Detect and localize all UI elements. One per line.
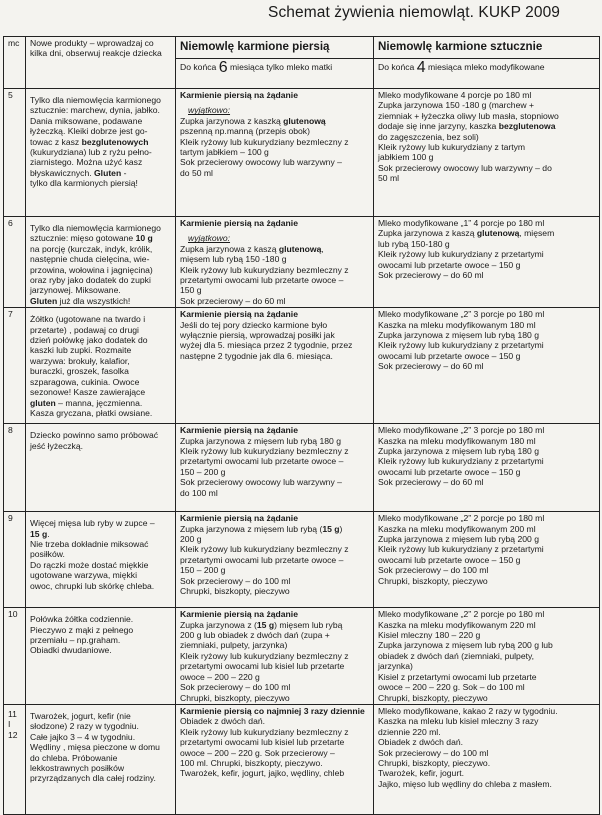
text-line: dodaje się inne jarzyny, kaszka bezglutenowa: [378, 121, 556, 132]
page-title: Schemat żywienia niemowląt. KUKP 2009: [268, 4, 561, 21]
text-line: Jeśli do tej pory dziecko karmione było: [180, 319, 328, 330]
text-line: dziennie 220 ml.: [378, 726, 441, 737]
breastfed-cell: [176, 704, 374, 814]
text-line: owoce – 200 – 220 g. Sok – do 100 ml: [378, 682, 525, 693]
formula-sub-before: Do końca: [378, 62, 415, 72]
month-cell: 9: [4, 512, 26, 608]
text-line: Kleik ryżowy lub kukurydziany z przetartymi: [378, 340, 544, 351]
new-products-cell: [26, 308, 176, 424]
text-line: Wędliny , mięsa pieczone w domu: [30, 742, 160, 753]
text-line: jarzynka): [378, 661, 413, 672]
text-line: Kleik ryżowy lub kukurydziany bezmleczny z: [180, 136, 349, 147]
text-line: Mleko modyfikowane „2” 3 porcje po 180 ml: [378, 425, 545, 436]
month-number: 12: [8, 729, 18, 740]
text-line: do zagęszczenia, bez soli): [378, 131, 479, 142]
text-line: Kleik ryżowy lub kukurydziany bezmleczny z: [180, 726, 349, 737]
month-cell: 10: [4, 608, 26, 705]
text-line: warzywa: brokuły, kalafior,: [30, 355, 130, 366]
table-row: [4, 424, 600, 512]
text-line: Kleik ryżowy lub kukurydziany bezmleczny z: [180, 650, 349, 661]
table-row: [4, 308, 600, 424]
breastfeeding-on-demand-title: Karmienie piersią na żądanie: [180, 218, 298, 228]
text-line: Nie trzeba dokładnie miksować: [30, 539, 149, 550]
text-line: przowina, wołowina i jagnięcina): [30, 264, 153, 275]
text-line: ugotowane warzywa, miękki: [30, 570, 137, 581]
new-products-cell: [26, 608, 176, 705]
breastfed-cell: [176, 424, 374, 512]
formula-fed-cell: [374, 424, 600, 512]
breastfed-cell: [176, 217, 374, 308]
text-line: mięsem lub rybą 150 -180 g: [180, 254, 287, 265]
text-line: Kaszka na mleku modyfikowanym 180 ml: [378, 435, 536, 446]
text-line: przetartymi owocami lub przetarte owoce –: [180, 275, 344, 286]
text-line: do 100 ml: [180, 487, 218, 498]
text-line: Kleik ryżowy lub kukurydziany z tartym: [378, 142, 526, 153]
breastfeeding-on-demand-title: Karmienie piersią na żądanie: [180, 90, 298, 100]
month-number: 11: [8, 708, 17, 719]
month-cell: 7: [4, 308, 26, 424]
text-line: Zupka jarzynowa z kaszką glutenową: [180, 115, 326, 126]
text-line: 150 – 200 g: [180, 565, 226, 576]
formula-sub-months: 4: [416, 59, 426, 76]
text-line: Kasza gryczana, płatki owsiane.: [30, 407, 153, 418]
text-line: następnie chuda cielęcina, wie-: [30, 254, 150, 265]
formula-fed-cell: [374, 512, 600, 608]
text-line: przetartymi owocami lub przetarte owoce –: [180, 456, 344, 467]
text-line: przetartymi owocami lub kisiel lub przetarte: [180, 737, 345, 748]
text-line: owoc, chrupki lub skórkę chleba.: [30, 580, 155, 591]
text-line: na porcję (kurczak, indyk, królik,: [30, 243, 153, 254]
text-line: słodzone) 2 razy w tygodniu.: [30, 721, 139, 732]
text-line: Sok przecierowy owocowy lub warzywny –: [180, 157, 342, 168]
breastfed-sub-after: miesiąca tylko mleko matki: [230, 62, 333, 72]
text-line: do 50 ml: [180, 167, 213, 178]
text-line: Obiadek z dwóch dań.: [180, 716, 266, 727]
table-row: [4, 704, 600, 814]
text-line: Mleko modyfikowane, kakao 2 razy w tygodniu.: [378, 705, 558, 716]
text-line: Do rączki może dostać miękkie: [30, 559, 149, 570]
text-line: Mleko modyfikowane „2” 2 porcje po 180 ml: [378, 513, 545, 524]
text-line: Chrupki, biszkopty, pieczywo: [378, 575, 488, 586]
text-line: sztucznie: mięso gotowane 10 g: [30, 233, 153, 244]
text-line: owocami lub przetarte owoce – 150 g: [378, 466, 521, 477]
text-line: Zupka jarzynowa 150 -180 g (marchew +: [378, 100, 534, 111]
exception-note: wyjątkowo:: [188, 105, 231, 116]
text-line: Chrupki, biszkopty, pieczywo: [180, 692, 290, 703]
month-separator: I: [8, 719, 11, 730]
new-products-header: Nowe produkty – wprowadzaj co kilka dni, obserwuj reakcje dziecka: [26, 37, 176, 89]
formula-fed-cell: [374, 308, 600, 424]
new-products-cell: [26, 424, 176, 512]
text-line: Sok przecierowy – do 60 ml: [378, 361, 484, 372]
text-line: Kleik ryżowy lub kukurydziany z przetartymi: [378, 544, 544, 555]
formula-fed-cell: [374, 89, 600, 217]
text-line: Więcej mięsa lub ryby w zupce –: [30, 518, 155, 529]
text-line: owocami lub przetarte owoce – 150 g: [378, 350, 521, 361]
text-line: Tylko dla niemowlęcia karmionego: [30, 223, 161, 233]
text-line: owocami lub przetarte owoce – 150 g: [378, 259, 521, 270]
month-header: mc: [4, 37, 26, 89]
text-line: Kleik ryżowy lub kukurydziany bezmleczny z: [180, 446, 349, 457]
text-line: owoce – 200 – 220 g: [180, 671, 260, 682]
text-line: jabłkiem 100 g: [378, 152, 434, 163]
text-line: Sok przecierowy – do 60 ml: [180, 295, 286, 306]
text-line: gluten – manna, jęczmienna.: [30, 397, 143, 408]
text-line: dzień połówkę jako dodatek do: [30, 335, 148, 346]
text-line: łyżeczką. Kleiki dobrze jest go-: [30, 126, 148, 137]
text-line: Twarożek, kefir, jogurt, jajko, wędliny, chleb: [180, 768, 345, 779]
text-line: Mleko modyfikowane „1” 4 porcje po 180 ml: [378, 218, 545, 228]
text-line: 200 g lub obiadek z dwóch dań (zupa +: [180, 630, 330, 641]
breastfed-cell: [176, 89, 374, 217]
text-line: Żółtko (ugotowane na twardo i: [30, 314, 146, 325]
text-line: Kaszka na mleku modyfikowanym 200 ml: [378, 523, 536, 534]
text-line: obiadek z dwóch dań (ziemniaki, pulpety,: [378, 650, 535, 661]
text-line: Sok przecierowy – do 100 ml: [378, 565, 489, 576]
text-line: Chrupki, biszkopty, pieczywo: [180, 586, 290, 597]
text-line: lekkostrawnych posiłków: [30, 762, 125, 773]
text-line: Sok przecierowy – do 60 ml: [378, 270, 484, 281]
text-line: Kaszka na mleku modyfikowanym 220 ml: [378, 619, 536, 630]
month-cell: [4, 704, 26, 814]
text-line: błyskawicznych. Gluten -: [30, 167, 127, 178]
text-line: Całe jajko 3 – 4 w tygodniu.: [30, 731, 136, 742]
text-line: Zupka jarzynowa z mięsem lub rybą 180 g: [378, 330, 539, 341]
text-line: Zupka jarzynowa z mięsem lub rybą 200 g lub: [378, 640, 553, 651]
text-line: 15 g.: [30, 528, 50, 539]
table-row: [4, 217, 600, 308]
text-line: buraczki, groszek, fasolka: [30, 366, 129, 377]
text-line: Sok przecierowy owocowy lub warzywny – do: [378, 162, 552, 173]
breastfeeding-on-demand-title: Karmienie piersią na żądanie: [180, 609, 298, 620]
formula-fed-cell: [374, 217, 600, 308]
text-line: 200 g: [180, 534, 202, 545]
text-line: Mleko modyfikowane „2” 2 porcje po 180 ml: [378, 609, 545, 620]
formula-header: [374, 37, 600, 89]
text-line: Kleik ryżowy lub kukurydziany bezmleczny z: [180, 544, 349, 555]
text-line: Zupka jarzynowa z (15 g) mięsem lub rybą: [180, 619, 343, 630]
text-line: Kaszka na mleku lub kisiel mleczny 3 razy: [378, 716, 539, 727]
text-line: przetarte) , podawaj co drugi: [30, 324, 139, 335]
breastfed-cell: [176, 308, 374, 424]
text-line: Tylko dla niemowlęcia karmionego: [30, 95, 161, 105]
formula-fed-cell: [374, 608, 600, 705]
text-line: 150 g: [180, 285, 202, 296]
text-line: lub rybą 150-180 g: [378, 238, 450, 249]
breastfed-sub-months: 6: [218, 59, 228, 76]
text-line: Sok przecierowy – do 100 ml: [180, 575, 291, 586]
text-line: 100 ml. Chrupki, biszkopty, pieczywo.: [180, 757, 323, 768]
breastfeeding-on-demand-title: Karmienie piersią na żądanie: [180, 513, 298, 524]
text-line: wyłącznie piersią, wprowadzaj posiłki jak: [180, 330, 335, 341]
formula-header-title: Niemowlę karmione sztucznie: [374, 37, 599, 59]
month-cell: 6: [4, 217, 26, 308]
text-line: przetartymi owocami lub kisiel lub przetarte: [180, 661, 345, 672]
text-line: Dziecko powinno samo próbować: [30, 430, 159, 441]
text-line: Gluten już dla wszystkich!: [30, 295, 131, 306]
table-row: [4, 512, 600, 608]
new-products-cell: [26, 512, 176, 608]
text-line: Mleko modyfikowane „2” 3 porcje po 180 ml: [378, 309, 545, 320]
breastfeeding-on-demand-title: Karmienie piersią co najmniej 3 razy dziennie: [180, 705, 365, 716]
breastfed-header: [176, 37, 374, 89]
breastfed-cell: [176, 608, 374, 705]
formula-sub-after: miesiąca mleko modyfikowane: [428, 62, 545, 72]
formula-header-subtitle: [378, 59, 595, 76]
text-line: tartym jabłkiem – 100 g: [180, 147, 269, 158]
text-line: następne 2 tygodnie jak dla 6. miesiąca.: [180, 350, 333, 361]
text-line: sztucznie: marchew, dynia, jabłko.: [30, 105, 160, 116]
month-cell: 5: [4, 89, 26, 217]
text-line: Pieczywo z mąki z pełnego: [30, 624, 134, 635]
breastfeeding-on-demand-title: Karmienie piersią na żądanie: [180, 309, 298, 320]
text-line: Kisiel z przetartymi owocami lub przetarte: [378, 671, 537, 682]
text-line: Obiadek z dwóch dań.: [378, 737, 464, 748]
table-row: [4, 608, 600, 705]
text-line: Chrupki, biszkopty, pieczywo.: [378, 757, 491, 768]
text-line: Mleko modyfikowane 4 porcje po 180 ml: [378, 90, 532, 100]
text-line: Zupka jarzynowa z kaszą glutenową, mięsem: [378, 228, 555, 239]
text-line: towac z kasz bezglutenowych: [30, 136, 149, 147]
breastfeeding-on-demand-title: Karmienie piersią na żądanie: [180, 425, 298, 436]
breastfed-sub-before: Do końca: [180, 62, 217, 72]
text-line: Jajko, mięso lub wędliny do chleba z masłem.: [378, 778, 552, 789]
text-line: posiłków.: [30, 549, 65, 560]
text-line: jeść łyżeczką.: [30, 440, 84, 451]
text-line: szparagowa, cukinia. Owoce: [30, 376, 140, 387]
text-line: kaszki lub zupki. Rozmaite: [30, 345, 132, 356]
text-line: Sok przecierowy owocowy lub warzywny –: [180, 477, 342, 488]
text-line: 50 ml: [378, 173, 400, 184]
text-line: Chrupki, biszkopty, pieczywo: [378, 692, 488, 703]
text-line: owoce – 200 – 220 g. Sok przecierowy –: [180, 747, 335, 758]
text-line: ziarnistego. Można użyć kasz: [30, 157, 143, 168]
text-line: Kleik ryżowy lub kukurydziany z przetartymi: [378, 456, 544, 467]
text-line: ziemniak + łyżeczka oliwy lub masła, stopniowo: [378, 110, 559, 121]
text-line: Kleik ryżowy lub kukurydziany bezmleczny z: [180, 264, 349, 275]
text-line: przyrządzanych dla całej rodziny.: [30, 773, 156, 784]
new-products-cell: [26, 89, 176, 217]
text-line: Sok przecierowy – do 100 ml: [378, 747, 489, 758]
table-row: [4, 89, 600, 217]
text-line: pszenną np.manną (przepis obok): [180, 126, 310, 137]
new-products-cell: [26, 704, 176, 814]
text-line: Dania miksowane, podawane: [30, 115, 143, 126]
text-line: tylko dla karmionych piersią!: [30, 178, 138, 189]
text-line: Zupka jarzynowa z mięsem lub rybą 180 g: [378, 446, 539, 457]
text-line: sezonowe! Kasze zawierające: [30, 387, 146, 398]
text-line: Twarożek, jogurt, kefir (nie: [30, 710, 131, 721]
text-line: Zupka jarzynowa z mięsem lub rybą 180 g: [180, 435, 341, 446]
text-line: Zupka jarzynowa z mięsem lub rybą 200 g: [378, 534, 539, 545]
text-line: Twarożek, kefir, jogurt.: [378, 768, 464, 779]
text-line: ziemniaki, pulpety, jarzynka): [180, 640, 288, 651]
new-products-cell: [26, 217, 176, 308]
text-line: przemiału – np.graham.: [30, 635, 121, 646]
text-line: Zupka jarzynowa z mięsem lub rybą (15 g): [180, 523, 343, 534]
text-line: owocami lub przetarte owoce – 150 g: [378, 554, 521, 565]
breastfed-cell: [176, 512, 374, 608]
text-line: Sok przecierowy – do 100 ml: [180, 682, 291, 693]
text-line: wyżej dla 5. miesiąca przez 2 tygodnie, przez: [180, 340, 353, 351]
text-line: Kaszka na mleku modyfikowanym 180 ml: [378, 319, 536, 330]
feeding-schedule-table: [3, 36, 600, 815]
text-line: 150 – 200 g: [180, 466, 226, 477]
text-line: Kisiel mleczny 180 – 220 g: [378, 630, 481, 641]
breastfed-header-title: Niemowlę karmione piersią: [176, 37, 373, 59]
header-row: [4, 37, 600, 89]
month-cell: 8: [4, 424, 26, 512]
text-line: Kleik ryżowy lub kukurydziany z przetartymi: [378, 249, 544, 260]
text-line: do chleba. Próbowanie: [30, 752, 118, 763]
formula-fed-cell: [374, 704, 600, 814]
text-line: Sok przecierowy – do 60 ml: [378, 477, 484, 488]
text-line: (kukurydziana) lub z ryżu pełno-: [30, 147, 152, 158]
text-line: jarzynowej. Miksowane.: [30, 285, 121, 296]
text-line: Połówka żółtka codziennie.: [30, 614, 134, 625]
text-line: Obiadki dwudaniowe.: [30, 645, 112, 656]
text-line: przetartymi owocami lub przetarte owoce –: [180, 554, 344, 565]
text-line: Zupka jarzynowa z kaszą glutenową,: [180, 243, 324, 254]
exception-note: wyjątkowo:: [188, 233, 231, 244]
text-line: oraz ryby jako dodatek do zupki: [30, 275, 151, 286]
breastfed-header-subtitle: [180, 59, 369, 76]
